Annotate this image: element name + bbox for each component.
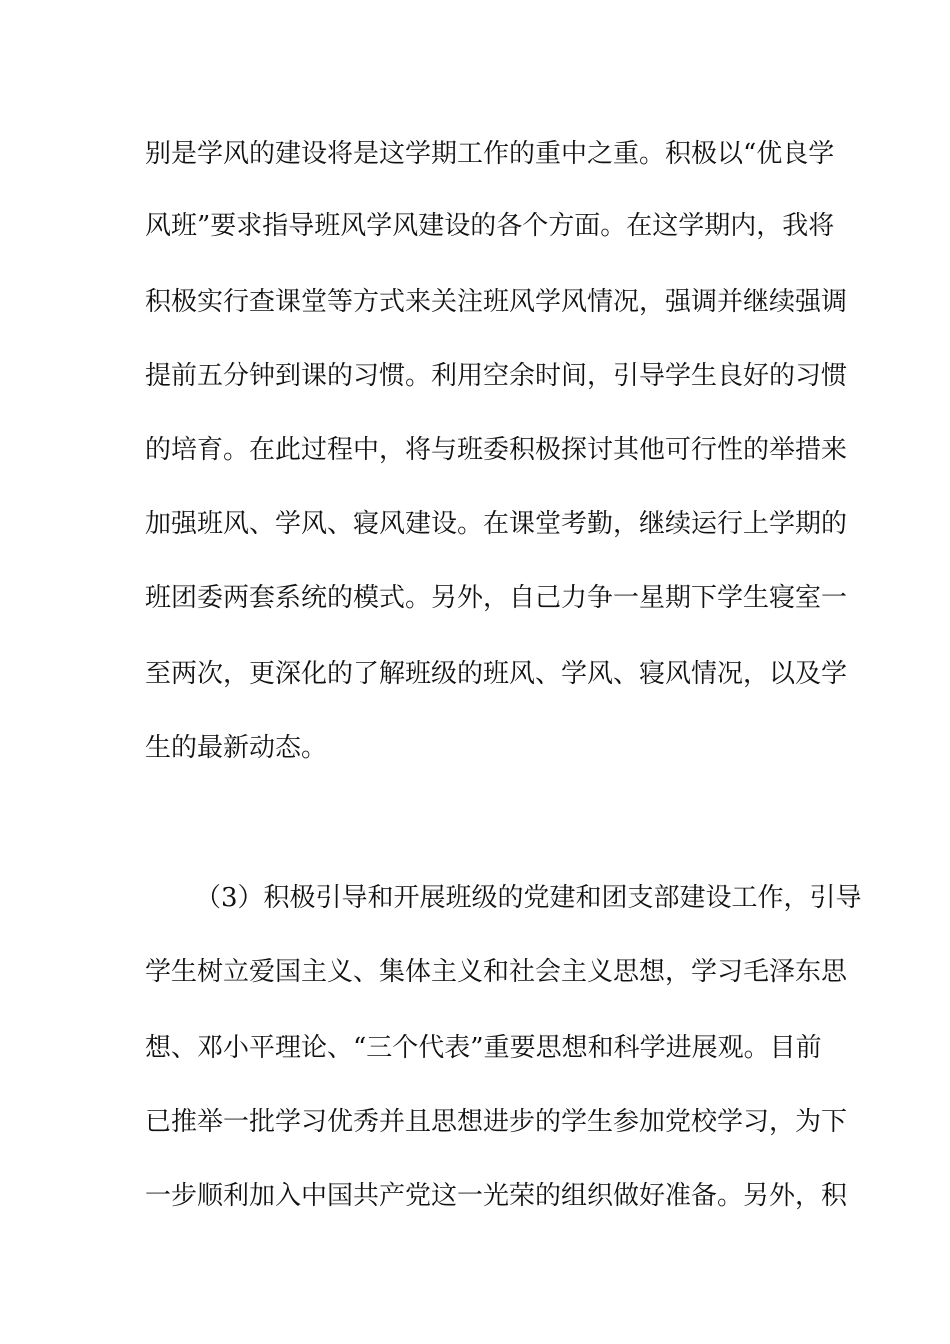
paragraph-line: 提前五分钟到课的习惯。利用空余时间，引导学生良好的习惯 — [145, 361, 848, 391]
paragraph-line: 加强班风、学风、寝风建设。在课堂考勤，继续运行上学期的 — [145, 509, 848, 539]
paragraph-line: 生的最新动态。 — [145, 733, 328, 763]
paragraph-line: 的培育。在此过程中，将与班委积极探讨其他可行性的举措来 — [145, 435, 848, 465]
paragraph-line: 至两次，更深化的了解班级的班风、学风、寝风情况，以及学 — [145, 659, 848, 689]
paragraph-line: 一步顺利加入中国共产党这一光荣的组织做好准备。另外，积 — [145, 1181, 848, 1211]
paragraph-line: 积极实行查课堂等方式来关注班风学风情况，强调并继续强调 — [145, 287, 848, 317]
paragraph-line: 班团委两套系统的模式。另外，自己力争一星期下学生寝室一 — [145, 583, 848, 613]
paragraph-line: 想、邓小平理论、“三个代表”重要思想和科学进展观。目前 — [145, 1033, 822, 1063]
paragraph-line: 学生树立爱国主义、集体主义和社会主义思想，学习毛泽东思 — [145, 957, 848, 987]
paragraph-line: 已推举一批学习优秀并且思想进步的学生参加党校学习，为下 — [145, 1107, 848, 1137]
paragraph-line: 风班”要求指导班风学风建设的各个方面。在这学期内，我将 — [145, 211, 835, 241]
paragraph-line: （3）积极引导和开展班级的党建和团支部建设工作，引导 — [195, 883, 862, 913]
paragraph-line: 别是学风的建设将是这学期工作的重中之重。积极以“优良学 — [145, 139, 835, 169]
